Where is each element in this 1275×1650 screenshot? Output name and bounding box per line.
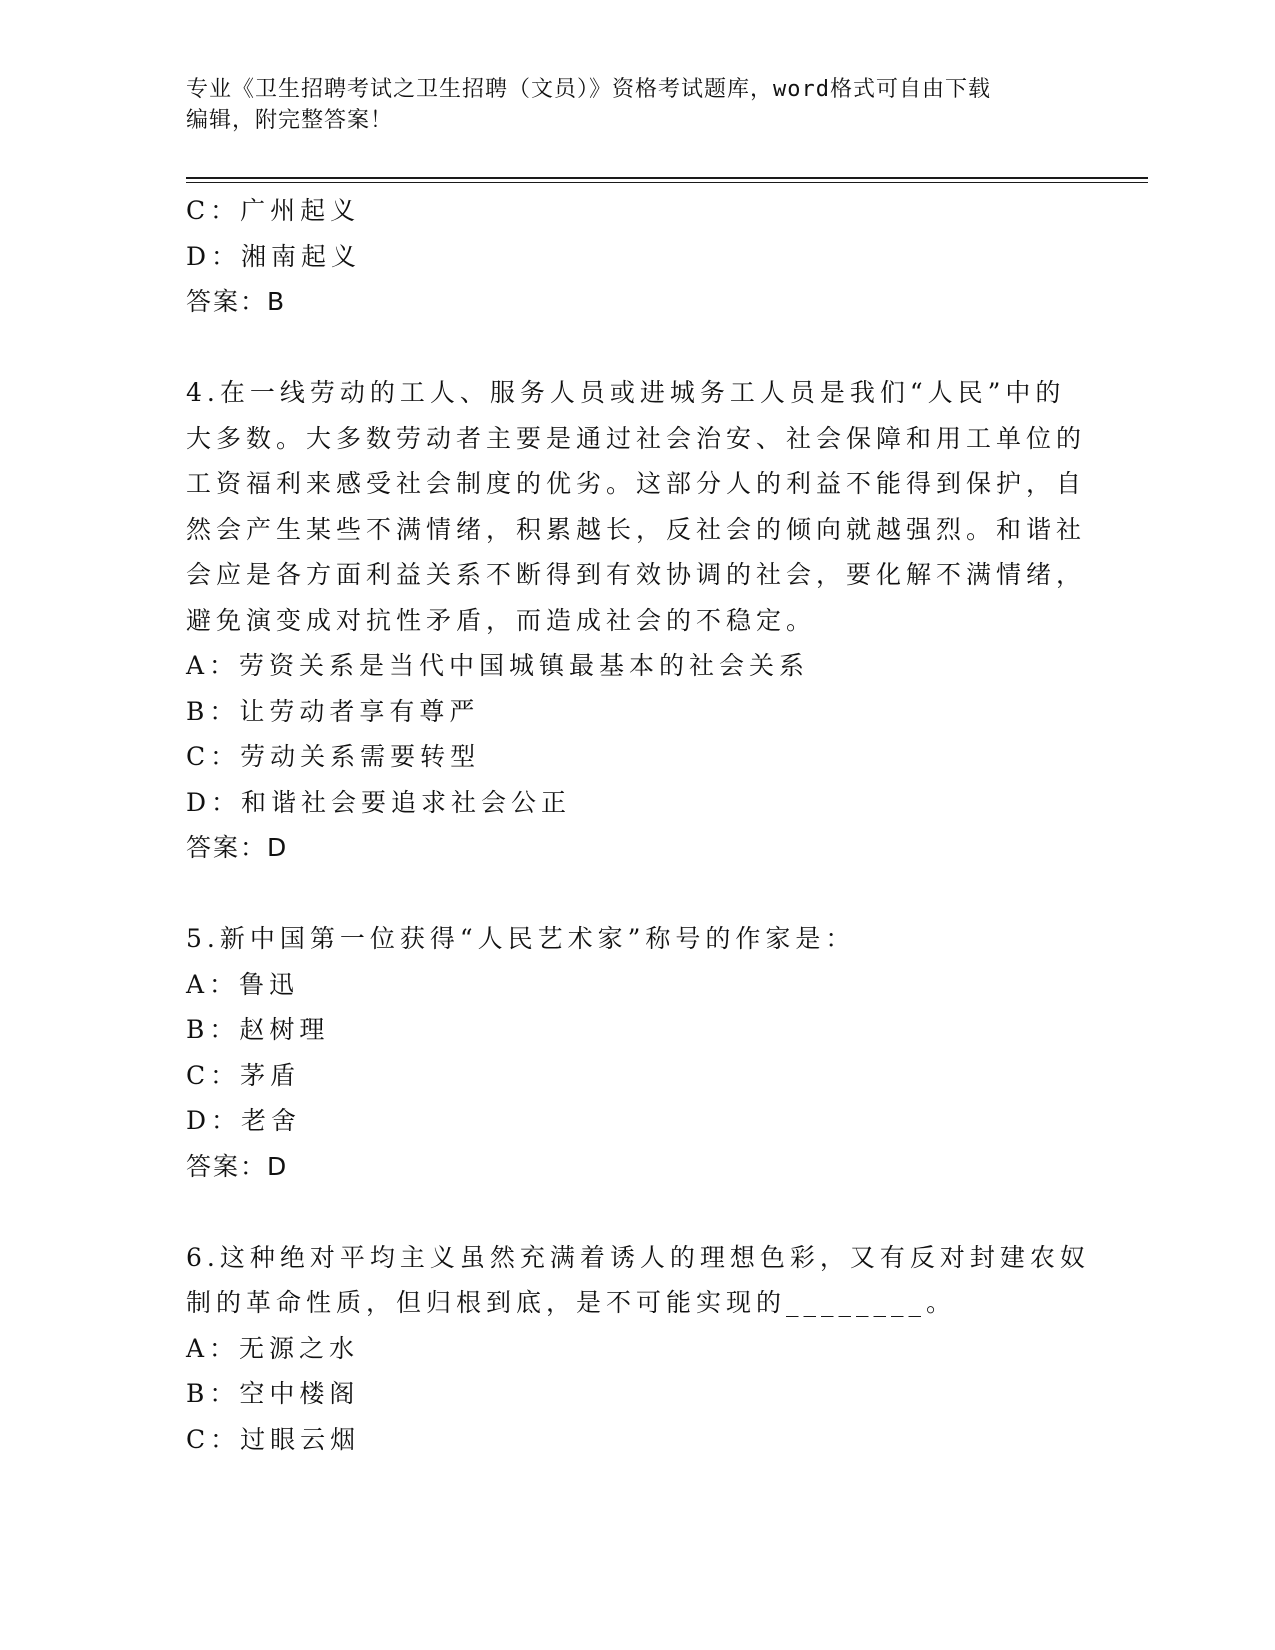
spacer — [186, 325, 1066, 371]
option-b: B：让劳动者享有尊严 — [186, 696, 480, 726]
spacer — [186, 871, 1066, 917]
header-line-2: 编辑，附完整答案！ — [186, 108, 394, 133]
option-d: D：湘南起义 — [186, 241, 362, 271]
answer-line: 答案：D — [186, 1151, 289, 1181]
option-c: C：劳动关系需要转型 — [186, 742, 481, 771]
question-5 — [186, 916, 1066, 1189]
question-stem-line: 工资福利来感受社会制度的优劣。这部分人的利益不能得到保护，自 — [186, 469, 1087, 498]
question-stem-line: 大多数。大多数劳动者主要是通过社会治安、社会保障和用工单位的 — [186, 423, 1087, 453]
header-line-1: 专业《卫生招聘考试之卫生招聘（文员）》资格考试题库，word格式可自由下载 — [186, 77, 991, 102]
question-4 — [186, 370, 1087, 871]
header-divider-thin — [186, 182, 1148, 183]
option-b: B：空中楼阁 — [186, 1379, 360, 1408]
option-d: D：老舍 — [186, 1106, 302, 1135]
question-6 — [186, 1235, 1090, 1463]
document-header — [186, 74, 1086, 136]
option-a: A：鲁迅 — [186, 969, 300, 999]
option-c: C：过眼云烟 — [186, 1424, 361, 1454]
option-c: C：茅盾 — [186, 1060, 301, 1090]
header-divider-thick — [186, 177, 1148, 179]
answer-line: 答案：D — [186, 833, 289, 862]
option-c: C：广州起义 — [186, 196, 361, 225]
question-stem-line: 避免演变成对抗性矛盾，而造成社会的不稳定。 — [186, 605, 817, 635]
option-d: D：和谐社会要追求社会公正 — [186, 787, 572, 817]
question-stem-line: 4.在一线劳动的工人、服务人员或进城务工人员是我们“人民”中的 — [186, 378, 1066, 407]
question-3-tail — [186, 188, 1066, 325]
question-content — [186, 188, 1090, 1462]
question-stem-line: 制的革命性质，但归根到底，是不可能实现的________。 — [186, 1288, 957, 1317]
spacer — [186, 1189, 1066, 1235]
option-a: A：劳资关系是当代中国城镇最基本的社会关系 — [186, 651, 810, 680]
answer-line: 答案：B — [186, 287, 287, 316]
question-stem: 5.新中国第一位获得“人民艺术家”称号的作家是： — [186, 924, 856, 953]
option-b: B：赵树理 — [186, 1015, 330, 1044]
question-stem-line: 会应是各方面利益关系不断得到有效协调的社会，要化解不满情绪， — [186, 560, 1087, 589]
question-stem-line: 然会产生某些不满情绪，积累越长，反社会的倾向就越强烈。和谐社 — [186, 514, 1087, 544]
option-a: A：无源之水 — [186, 1333, 360, 1363]
question-stem-line: 6.这种绝对平均主义虽然充满着诱人的理想色彩，又有反对封建农奴 — [186, 1242, 1090, 1272]
